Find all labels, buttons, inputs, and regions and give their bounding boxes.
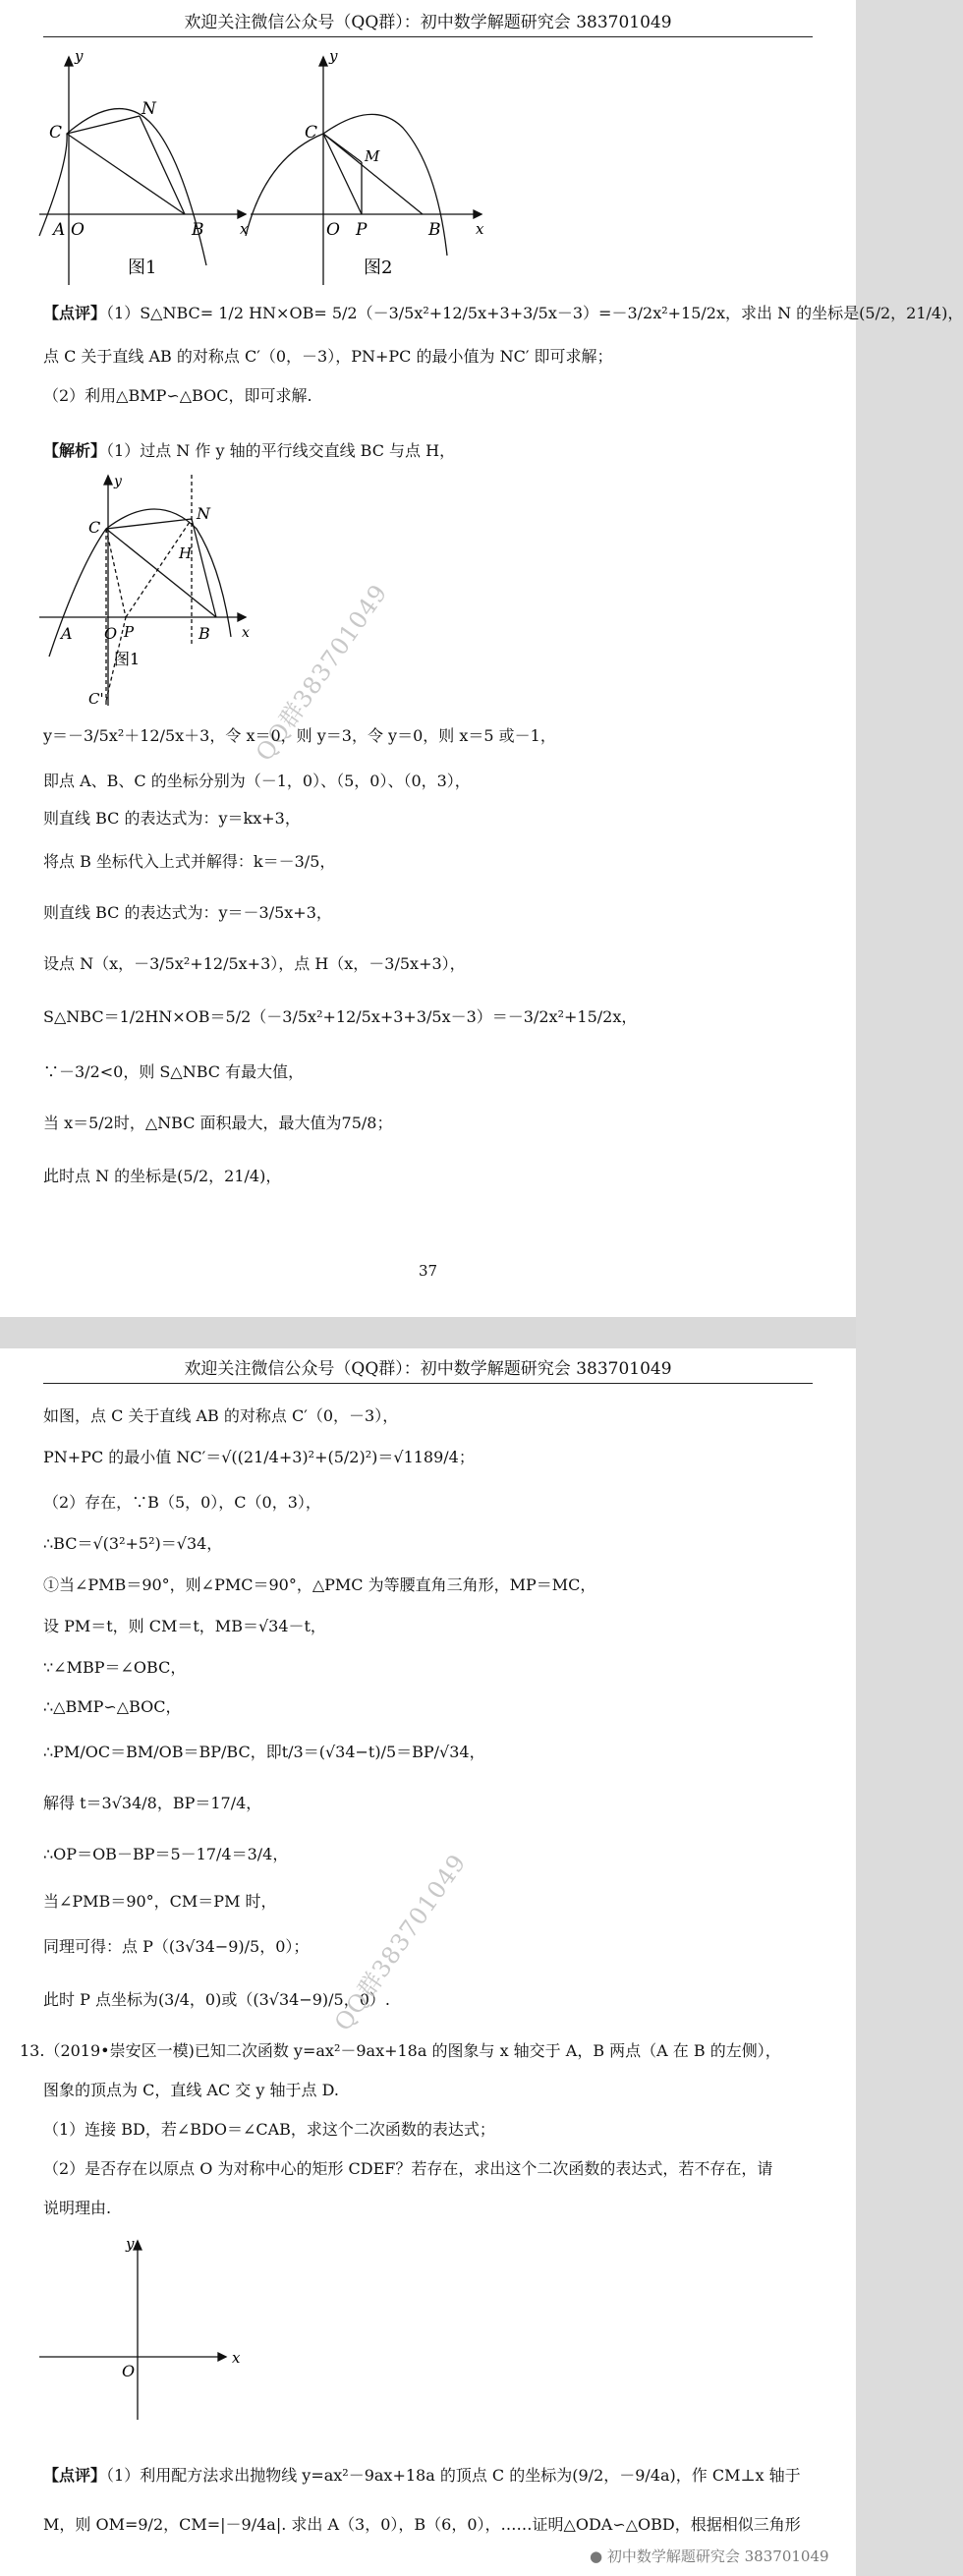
fig1-caption: 图1 [128, 258, 157, 278]
fig1b-cprime-label: C' [88, 690, 104, 708]
p2-line-14: 此时 P 点坐标为(3/4，0)或（(3√34−9)/5，0）. [43, 1990, 390, 2009]
jiexi-line-6: 则直线 BC 的表达式为：y＝－3/5x+3， [43, 903, 332, 922]
watermark-2: QQ群383701049 [328, 1849, 472, 2036]
corner-watermark-text: 初中数学解题研究会 383701049 [606, 2547, 829, 2565]
fig1-c-label: C [49, 123, 63, 143]
fig1-a-label: A [53, 220, 66, 240]
fig2-o-label: O [326, 220, 340, 240]
p2-line-1: 如图，点 C 关于直线 AB 的对称点 C′（0，－3）， [43, 1406, 399, 1425]
fig1-o-label: O [71, 220, 85, 240]
p2-line-8: ∴△BMP∽△BOC， [43, 1697, 182, 1716]
figures-1-2 [39, 39, 491, 285]
p2-dianping-line-2: M，则 OM=9/2，CM=|－9/4a|. 求出 A（3，0），B（6，0），……证明△ODA∽△OBD，根据相似三角形 [43, 2515, 801, 2534]
dianping-line-1 [43, 303, 963, 324]
p2-line-5: ①当∠PMB＝90°，则∠PMC＝90°，△PMC 为等腰直角三角形，MP＝MC， [43, 1575, 596, 1594]
p2-line-9: ∴PM/OC＝BM/OB＝BP/BC，即t/3＝(√34−t)/5＝BP/√34， [43, 1743, 485, 1761]
dianping-text-1: （1）S△NBC= 1/2 HN×OB= 5/2（－3/5x²+12/5x+3+3/5x－3）=－3/2x²+15/2x，求出 N 的坐标是(5/2，21/4)， [106, 304, 963, 322]
fig1b-b-label: B [198, 624, 210, 643]
jiexi-line-5: 将点 B 坐标代入上式并解得：k＝－3/5， [43, 852, 336, 871]
figure-1 [39, 57, 246, 285]
jiexi-tag: 【解析】 [43, 441, 107, 460]
jiexi-line-8: S△NBC＝1/2HN×OB＝5/2（－3/5x²+12/5x+3+3/5x－3）＝－3/2x²+15/2x， [43, 1007, 638, 1026]
fig1-x-label: x [240, 220, 249, 238]
wechat-icon: ● [590, 2547, 603, 2565]
jiexi-line-3: 即点 A、B、C 的坐标分别为（－1，0）、（5，0）、（0，3）， [43, 772, 471, 790]
fig1b-caption: 图1 [114, 650, 141, 668]
fig1b-y-label: y [114, 474, 122, 489]
fig2-p-label: P [356, 220, 368, 240]
page-number: 37 [418, 1262, 438, 1280]
figure-1-analysis [39, 470, 265, 706]
p2-line-6: 设 PM＝t，则 CM＝t，MB＝√34－t， [43, 1617, 326, 1635]
coordinate-axes [39, 2233, 255, 2430]
dianping-line-3: （2）利用△BMP∽△BOC，即可求解. [43, 386, 312, 405]
jiexi-line-4: 则直线 BC 的表达式为：y＝kx+3， [43, 809, 301, 828]
axes-x-label: x [232, 2349, 241, 2367]
page-header-2: 欢迎关注微信公众号（QQ群）：初中数学解题研究会 383701049 [43, 1354, 813, 1384]
watermark-1: QQ群383701049 [250, 579, 393, 767]
fig1-n-label: N [142, 99, 156, 119]
p2-line-7: ∵∠MBP＝∠OBC， [43, 1658, 187, 1677]
fig1-b-label: B [192, 220, 204, 240]
p2-line-12: 当∠PMB＝90°，CM＝PM 时， [43, 1892, 277, 1911]
p2-line-10: 解得 t＝3√34/8，BP＝17/4， [43, 1794, 262, 1812]
problem-13-line-5: 说明理由. [43, 2199, 112, 2217]
fig2-c-label: C [305, 123, 318, 143]
p2-dianping-line-1 [43, 2465, 829, 2487]
jiexi-line-11: 此时点 N 的坐标是(5/2，21/4)， [43, 1167, 282, 1185]
fig1-y-label: y [75, 47, 84, 65]
page-38 [0, 1348, 856, 2576]
jiexi-line-7: 设点 N（x，－3/5x²+12/5x+3），点 H（x，－3/5x+3）， [43, 954, 466, 973]
fig1b-o-label: O [104, 624, 118, 643]
fig2-caption: 图2 [364, 258, 393, 278]
p2-line-11: ∴OP＝OB－BP＝5－17/4＝3/4， [43, 1845, 289, 1863]
problem-13-line-4: （2）是否存在以原点 O 为对称中心的矩形 CDEF？若存在，求出这个二次函数的表达式，若不存在，请 [43, 2159, 773, 2178]
fig1b-h-label: H [179, 544, 193, 562]
jiexi-line-2: y＝－3/5x²＋12/5x＋3，令 x＝0，则 y＝3，令 y＝0，则 x＝5 或－1， [43, 726, 556, 745]
figure-2 [246, 57, 482, 285]
fig2-y-label: y [329, 47, 338, 65]
dianping-tag: 【点评】 [43, 304, 107, 322]
page-separator [0, 1317, 856, 1348]
jiexi-line-10: 当 x＝5/2时，△NBC 面积最大，最大值为75/8； [43, 1114, 393, 1132]
jiexi-line-9: ∵－3/2<0，则 S△NBC 有最大值， [43, 1062, 305, 1081]
problem-13-line-2: 图象的顶点为 C，直线 AC 交 y 轴于点 D. [43, 2081, 339, 2099]
fig1b-p-label: P [124, 623, 135, 641]
p2-dianping-tag: 【点评】 [43, 2466, 107, 2485]
fig1b-n-label: N [197, 504, 210, 523]
fig1b-a-label: A [61, 624, 73, 643]
problem-13-line-3: （1）连接 BD，若∠BDO＝∠CAB，求这个二次函数的表达式； [43, 2120, 495, 2139]
corner-watermark [590, 2546, 829, 2566]
fig1b-x-label: x [242, 625, 250, 641]
fig2-m-label: M [365, 147, 380, 165]
fig2-b-label: B [428, 220, 441, 240]
p2-line-4: ∴BC＝√(3²+5²)＝√34， [43, 1534, 223, 1553]
axes-o-label: O [122, 2362, 136, 2380]
fig2-x-label: x [476, 220, 484, 238]
fig1b-c-label: C [88, 518, 101, 537]
jiexi-line-1 [43, 440, 829, 462]
p2-line-2: PN+PC 的最小值 NC′＝√((21/4+3)²+(5/2)²)＝√1189/4； [43, 1448, 475, 1466]
p2-dianping-text-1: （1）利用配方法求出抛物线 y=ax²－9ax+18a 的顶点 C 的坐标为(9/2，－9/4a)，作 CM⊥x 轴于 [106, 2466, 801, 2485]
axes-y-label: y [126, 2235, 135, 2253]
p2-line-13: 同理可得：点 P（(3√34−9)/5，0）； [43, 1937, 310, 1956]
p2-line-3: （2）存在，∵B（5，0），C（0，3）， [43, 1493, 321, 1512]
page-header: 欢迎关注微信公众号（QQ群）：初中数学解题研究会 383701049 [43, 8, 813, 37]
problem-13-line-1: 13.（2019•崇安区一模)已知二次函数 y=ax²－9ax+18a 的图象与 x 轴交于 A，B 两点（A 在 B 的左侧）， [20, 2041, 781, 2060]
jiexi-text-1: （1）过点 N 作 y 轴的平行线交直线 BC 与点 H， [106, 441, 456, 460]
dianping-line-2: 点 C 关于直线 AB 的对称点 C′（0，－3），PN+PC 的最小值为 NC′ 即可求解； [43, 347, 613, 366]
